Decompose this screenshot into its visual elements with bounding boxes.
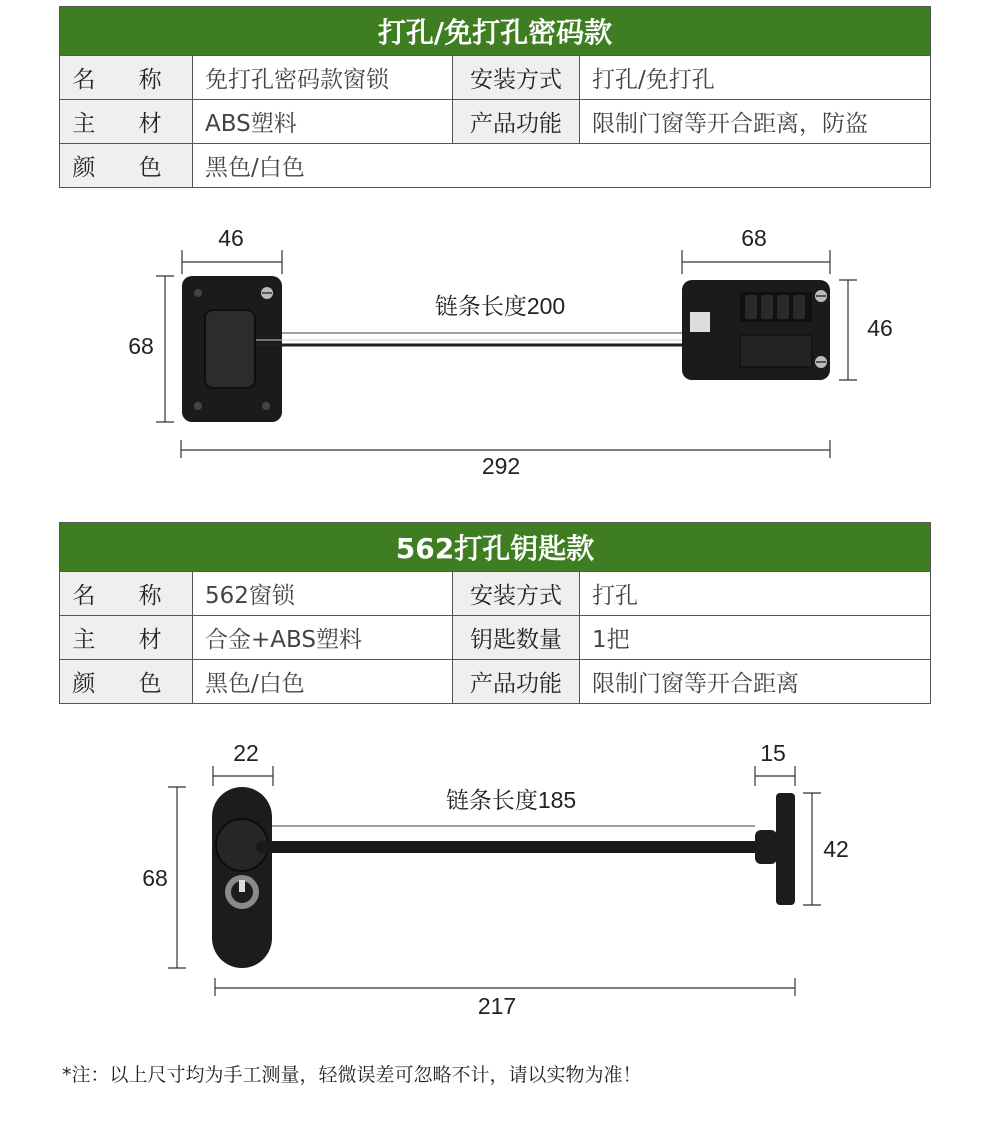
product1-dimension-diagram <box>0 200 990 500</box>
spec-table-2 <box>59 522 931 704</box>
label-key-count: 钥匙数量 <box>453 616 580 660</box>
label-name: 名 称 <box>60 56 193 100</box>
value-color: 黑色/白色 <box>193 144 931 188</box>
key-lock-body <box>212 787 272 968</box>
label-function: 产品功能 <box>453 660 580 704</box>
measurement-note: *注：以上尺寸均为手工测量，轻微误差可忽略不计，请以实物为准！ <box>62 1064 642 1086</box>
dim-right-height: 42 <box>823 836 849 862</box>
dim-left-height: 68 <box>128 333 154 359</box>
value-name: 免打孔密码款窗锁 <box>193 56 453 100</box>
value-material: ABS塑料 <box>193 100 453 144</box>
value-install: 打孔 <box>580 572 931 616</box>
table-row <box>60 56 931 100</box>
dim-left-width: 46 <box>218 225 244 251</box>
chain-length-label: 链条长度185 <box>445 787 577 813</box>
dim-right-width: 15 <box>760 740 786 766</box>
value-name: 562窗锁 <box>193 572 453 616</box>
value-function: 限制门窗等开合距离 <box>580 660 931 704</box>
dim-left-height: 68 <box>142 865 168 891</box>
value-key-count: 1把 <box>580 616 931 660</box>
label-install: 安装方式 <box>453 56 580 100</box>
value-install: 打孔/免打孔 <box>580 56 931 100</box>
label-name: 名 称 <box>60 572 193 616</box>
spec-table-1 <box>59 6 931 188</box>
dim-left-width: 22 <box>233 740 259 766</box>
value-material: 合金+ABS塑料 <box>193 616 453 660</box>
product2-dimension-diagram <box>0 730 990 1030</box>
label-color: 颜 色 <box>60 144 193 188</box>
label-install: 安装方式 <box>453 572 580 616</box>
label-material: 主 材 <box>60 616 193 660</box>
table-row <box>60 144 931 188</box>
table-row <box>60 616 931 660</box>
dim-right-width: 68 <box>741 225 767 251</box>
chain-length-label: 链条长度200 <box>434 293 566 319</box>
table-row <box>60 100 931 144</box>
table-row <box>60 660 931 704</box>
spec-table-title: 562打孔钥匙款 <box>60 523 931 572</box>
key-lock-end-stop <box>755 793 795 905</box>
dim-total-length: 292 <box>481 453 521 479</box>
table-row <box>60 572 931 616</box>
value-function: 限制门窗等开合距离，防盗 <box>580 100 931 144</box>
dim-total-length: 217 <box>477 993 517 1019</box>
label-function: 产品功能 <box>453 100 580 144</box>
value-color: 黑色/白色 <box>193 660 453 704</box>
label-color: 颜 色 <box>60 660 193 704</box>
label-material: 主 材 <box>60 100 193 144</box>
window-lock-left-mount <box>182 276 282 422</box>
combination-lock-body <box>682 280 830 380</box>
dim-right-height: 46 <box>867 315 893 341</box>
spec-table-title: 打孔/免打孔密码款 <box>60 7 931 56</box>
